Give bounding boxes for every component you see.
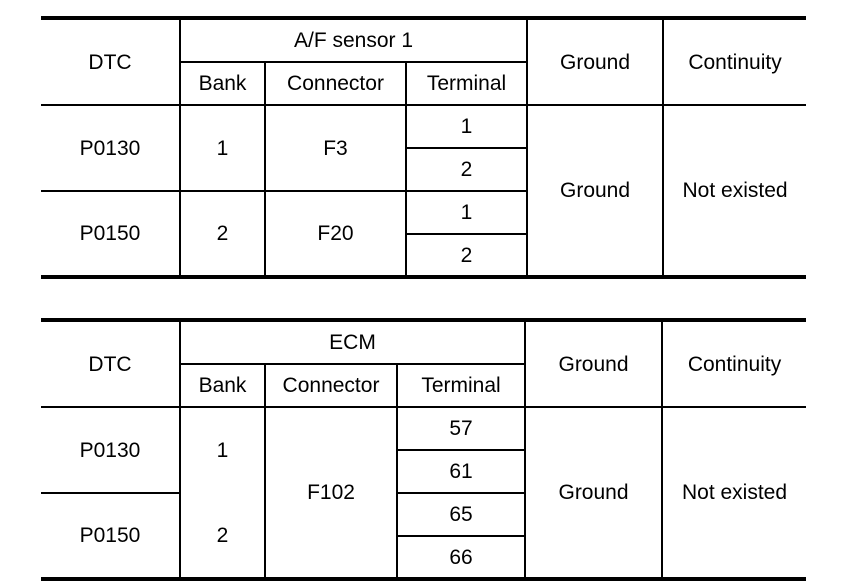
ground-cell: Ground xyxy=(525,407,662,579)
bank-cell: 2 xyxy=(180,493,265,579)
continuity-cell: Not existed xyxy=(663,105,806,277)
dtc-cell: P0130 xyxy=(41,105,180,191)
header-ground: Ground xyxy=(525,320,662,407)
terminal-cell: 2 xyxy=(406,148,527,191)
bank-cell: 1 xyxy=(180,105,265,191)
header-terminal: Terminal xyxy=(406,62,527,105)
af-sensor-continuity-table xyxy=(41,16,806,279)
terminal-cell: 66 xyxy=(397,536,525,579)
terminal-cell: 57 xyxy=(397,407,525,450)
header-connector: Connector xyxy=(265,62,406,105)
bank-cell: 2 xyxy=(180,191,265,277)
dtc-cell: P0150 xyxy=(41,493,180,579)
header-connector: Connector xyxy=(265,364,397,407)
terminal-cell: 2 xyxy=(406,234,527,277)
ground-cell: Ground xyxy=(527,105,663,277)
connector-cell: F3 xyxy=(265,105,406,191)
header-dtc: DTC xyxy=(41,18,180,105)
header-bank: Bank xyxy=(180,62,265,105)
terminal-cell: 61 xyxy=(397,450,525,493)
header-dtc: DTC xyxy=(41,320,180,407)
continuity-cell: Not existed xyxy=(662,407,806,579)
connector-cell: F102 xyxy=(265,407,397,579)
terminal-cell: 65 xyxy=(397,493,525,536)
header-ecm: ECM xyxy=(180,320,525,364)
ecm-continuity-table xyxy=(41,318,806,581)
header-terminal: Terminal xyxy=(397,364,525,407)
connector-cell: F20 xyxy=(265,191,406,277)
header-af-sensor-1: A/F sensor 1 xyxy=(180,18,527,62)
header-bank: Bank xyxy=(180,364,265,407)
dtc-cell: P0130 xyxy=(41,407,180,493)
header-continuity: Continuity xyxy=(663,18,806,105)
header-continuity: Continuity xyxy=(662,320,806,407)
dtc-cell: P0150 xyxy=(41,191,180,277)
terminal-cell: 1 xyxy=(406,191,527,234)
bank-cell: 1 xyxy=(180,407,265,493)
terminal-cell: 1 xyxy=(406,105,527,148)
header-ground: Ground xyxy=(527,18,663,105)
